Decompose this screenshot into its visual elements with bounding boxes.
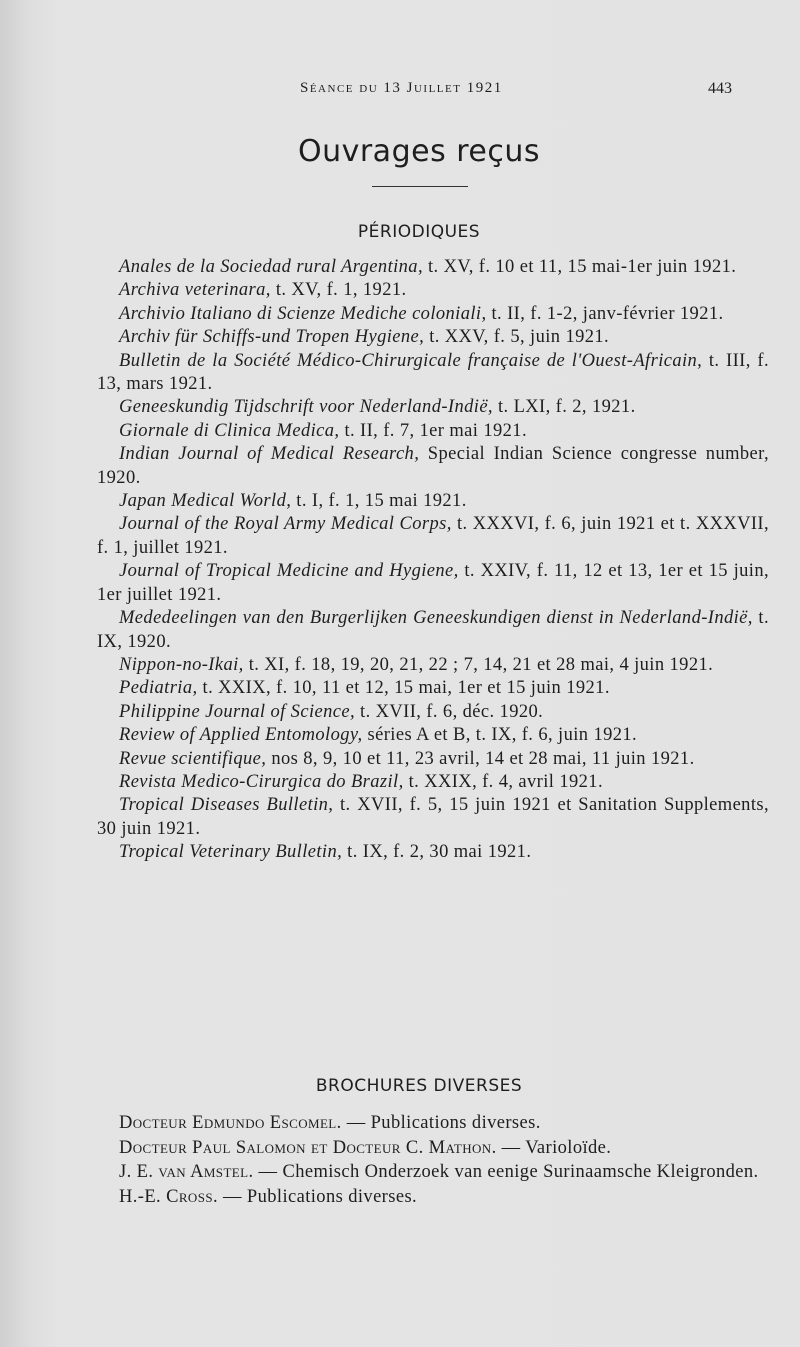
periodical-details: t. XXIX, f. 4, avril 1921. — [403, 771, 603, 792]
list-item — [97, 841, 769, 864]
running-title: Séance du 13 Juillet 1921 — [300, 80, 503, 96]
periodical-title: Archiv für Schiffs-und Tropen Hygiene, — [119, 327, 425, 348]
list-item — [97, 1136, 769, 1161]
periodical-details: t. XXXVI, f. 6, juin 1921 et t. XXXVII, f. 1, juillet 1921. — [97, 514, 770, 558]
periodical-details: Special Indian Science congresse number, 1920. — [97, 444, 769, 488]
list-item — [97, 256, 769, 279]
periodical-details: t. I, f. 1, 15 mai 1921. — [291, 491, 467, 512]
running-header — [0, 80, 800, 104]
periodical-details: t. II, f. 1-2, janv-février 1921. — [486, 303, 724, 324]
brochure-details: — Publications diverses. — [217, 1186, 418, 1207]
periodical-details: t. XXIV, f. 11, 12 et 13, 1er et 15 juin, 1er juillet 1921. — [97, 561, 769, 605]
page-title: Ouvrages reçus — [297, 134, 541, 169]
periodical-details: t. IX, f. 2, 30 mai 1921. — [342, 842, 532, 863]
list-item — [97, 443, 769, 490]
periodical-details: t. XI, f. 18, 19, 20, 21, 22 ; 7, 14, 21 et 28 mai, 4 juin 1921. — [243, 654, 714, 675]
periodical-title: Revista Medico-Cirurgica do Brazil, — [119, 771, 404, 792]
periodical-title: Geneeskundig Tijdschrift voor Nederland-Indië, — [119, 397, 493, 418]
periodical-details: t. II, f. 7, 1er mai 1921. — [339, 420, 527, 441]
periodiques-list — [97, 256, 769, 865]
list-item — [97, 1160, 769, 1185]
list-item — [97, 513, 769, 560]
list-item — [97, 724, 769, 747]
periodical-details: t. III, f. 13, mars 1921. — [97, 350, 769, 395]
section-heading-periodiques: PÉRIODIQUES — [357, 222, 481, 242]
periodical-details: t. LXI, f. 2, 1921. — [492, 397, 636, 418]
title-divider — [372, 186, 468, 187]
list-item — [97, 303, 769, 326]
list-item — [97, 350, 769, 397]
list-item — [97, 420, 769, 443]
periodical-details: t. XXIX, f. 10, 11 et 12, 15 mai, 1er et 15 juin 1921. — [197, 678, 610, 699]
periodical-title: Review of Applied Entomology, — [119, 725, 363, 746]
list-item — [97, 326, 769, 349]
list-item — [97, 490, 769, 513]
list-item — [97, 560, 769, 607]
periodical-title: Archivio Italiano di Scienze Mediche coloniali, — [119, 303, 487, 324]
list-item — [97, 607, 769, 654]
periodical-title: Anales de la Sociedad rural Argentina, — [119, 257, 423, 277]
periodical-details: nos 8, 9, 10 et 11, 23 avril, 14 et 28 mai, 11 juin 1921. — [266, 748, 695, 769]
list-item — [97, 794, 769, 841]
periodical-title: Revue scientifique, — [119, 748, 267, 769]
brochure-details: — Varioloïde. — [496, 1137, 612, 1158]
periodical-title: Pediatria, — [119, 678, 198, 699]
periodical-details: t. XVII, f. 5, 15 juin 1921 et Sanitation Supplements, 30 juin 1921. — [97, 795, 770, 839]
periodical-title: Mededeelingen van den Burgerlijken Geneeskundigen dienst in Nederland-Indië, — [119, 608, 753, 629]
periodical-details: séries A et B, t. IX, f. 6, juin 1921. — [362, 725, 638, 746]
list-item — [97, 701, 769, 724]
periodical-title: Bulletin de la Société Médico-Chirurgicale française de l'Ouest-Africain, — [119, 350, 703, 371]
page-number: 443 — [708, 80, 732, 97]
list-item — [97, 654, 769, 677]
periodical-details: t. XXV, f. 5, juin 1921. — [424, 327, 610, 348]
periodical-details: t. XV, f. 1, 1921. — [270, 280, 407, 301]
brochure-details: — Publications diverses. — [341, 1113, 541, 1133]
brochure-author: Docteur Edmundo Escomel. — [119, 1113, 342, 1133]
brochure-author: J. E. van Amstel. — [119, 1162, 254, 1182]
periodical-title: Giornale di Clinica Medica, — [119, 420, 340, 441]
periodical-title: Indian Journal of Medical Research, — [119, 444, 420, 465]
list-item — [97, 396, 769, 419]
list-item — [97, 748, 769, 771]
list-item — [97, 677, 769, 700]
periodical-title: Archiva veterinara, — [119, 280, 271, 301]
brochure-author: Docteur Paul Salomon et Docteur C. Mathon. — [119, 1137, 497, 1158]
periodical-title: Journal of Tropical Medicine and Hygiene, — [119, 561, 459, 582]
section-heading-brochures: BROCHURES DIVERSES — [315, 1076, 523, 1096]
brochure-details: — Chemisch Onderzoek van eenige Surinaamsche Kleigronden. — [253, 1162, 759, 1182]
periodical-details: t. XVII, f. 6, déc. 1920. — [355, 701, 544, 722]
periodical-title: Tropical Veterinary Bulletin, — [119, 842, 343, 863]
periodical-title: Journal of the Royal Army Medical Corps, — [119, 514, 452, 535]
list-item — [97, 1185, 769, 1210]
list-item — [97, 279, 769, 302]
periodical-title: Japan Medical World, — [119, 491, 292, 512]
list-item — [97, 771, 769, 794]
periodical-title: Nippon-no-Ikai, — [119, 654, 244, 675]
periodical-details: t. XV, f. 10 et 11, 15 mai-1er juin 1921. — [422, 257, 737, 277]
periodical-details: t. IX, 1920. — [97, 608, 770, 652]
brochure-author: H.-E. Cross. — [119, 1186, 218, 1207]
list-item — [97, 1111, 769, 1136]
periodical-title: Philippine Journal of Science, — [119, 701, 355, 722]
brochures-list — [97, 1111, 769, 1209]
periodical-title: Tropical Diseases Bulletin, — [119, 795, 334, 816]
